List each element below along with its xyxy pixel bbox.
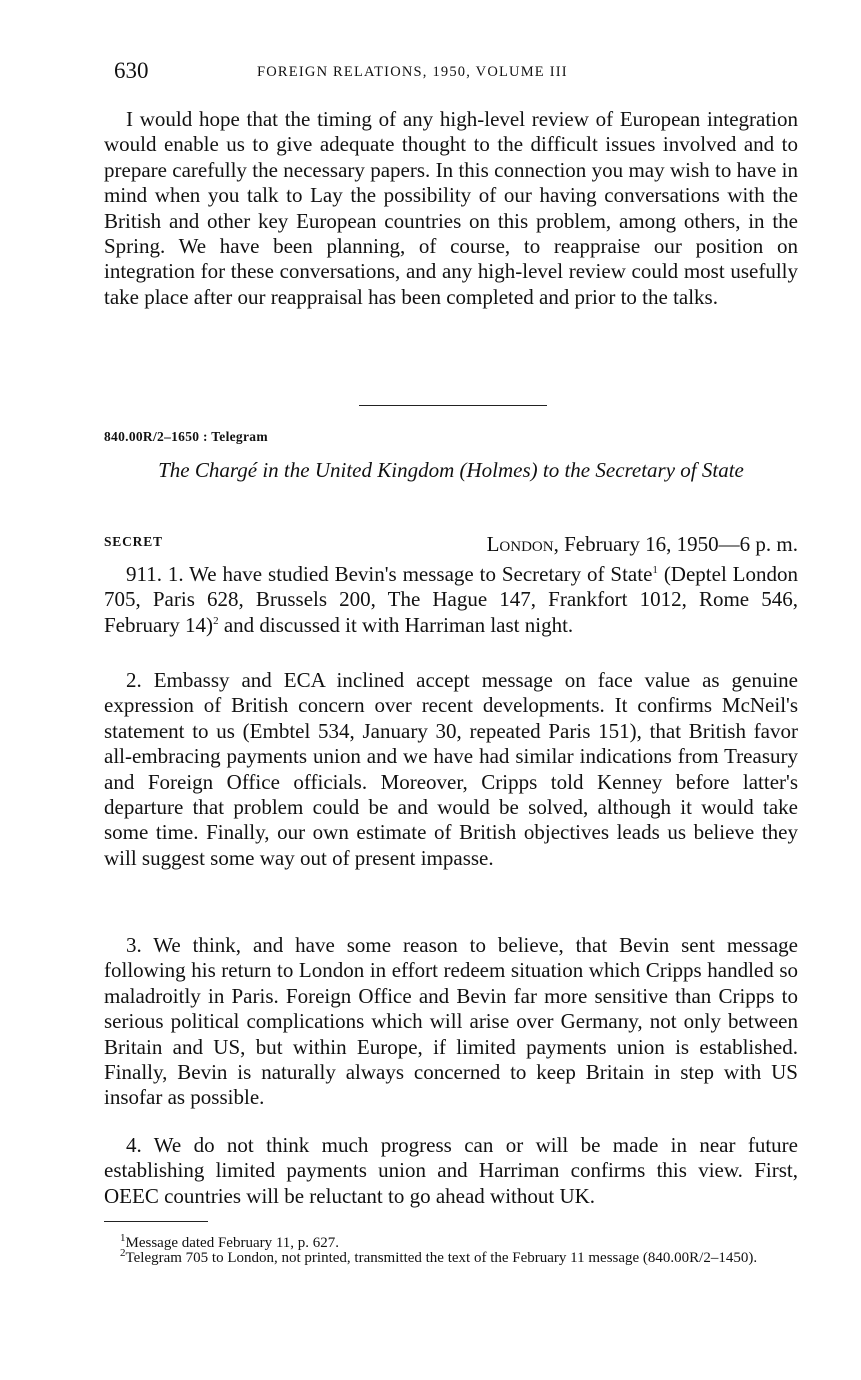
footnotes (104, 1232, 798, 1266)
file-reference: 840.00R/2–1650 : Telegram (104, 429, 268, 444)
place-date (487, 532, 798, 557)
volume-title: FOREIGN RELATIONS, 1950, VOLUME III (257, 64, 568, 80)
document-heading: The Chargé in the United Kingdom (Holmes) to the Secretary of State (158, 458, 744, 482)
paragraph-1-middle: (Deptel London 705, Paris 628, Brussels 200, The Hague 147, Frankfort 1012, Rome 546, February 14) (104, 562, 799, 637)
footnote-1-text: Message dated February 11, p. 627. (125, 1235, 340, 1251)
classification-label: SECRET (104, 534, 163, 549)
section-divider (359, 405, 547, 406)
footnote-ref-2: 2 (213, 614, 219, 627)
paragraph-1-end: and discussed it with Harriman last night. (218, 612, 574, 637)
paragraph-1 (104, 562, 798, 638)
dateline (104, 532, 798, 558)
place: London (486, 532, 554, 556)
paragraph-4: 4. We do not think much progress can or will be made in near future establishing limited payments union and Harriman confirms this view. First, OEEC countries will be reluctant to go ahead without UK. (104, 1133, 798, 1208)
intro-paragraph: I would hope that the timing of any high-level review of European integration would enable us to give adequate thought to the difficult issues involved and to prepare carefully the necessary papers. In this connection you may wish to have in mind when you talk to Lay the possibility of our having conversations with the British and other key European countries on this problem, among others, in the Spring. We have been planning, of course, to reappraise our position on integration for these conversations, and any high-level review could most usefully take place after our reappraisal has been completed and prior to the talks. (104, 107, 798, 309)
paragraph-2: 2. Embassy and ECA inclined accept message on face value as genuine expression of British concern over recent developments. It confirms McNeil's statement to us (Embtel 534, January 30, repeated Paris 151), that British favor all-embracing payments union and we have had similar indications from Treasury and Foreign Office officials. Moreover, Cripps told Kenney before latter's departure that problem could be and would be solved, although it would take some time. Finally, our own estimate of British objectives leads us believe they will suggest some way out of present impasse. (104, 668, 798, 870)
date: , February 16, 1950—6 p. m. (553, 532, 798, 556)
paragraph-3: 3. We think, and have some reason to believe, that Bevin sent message following his return to London in effort redeem situation which Cripps handled so maladroitly in Paris. Foreign Office and Bevin far more sensitive than Cripps to serious political complications which will arise over Germany, not only between Britain and US, but within Europe, if limited payments union is established. Finally, Bevin is naturally always concerned to keep Britain in step with US insofar as possible. (104, 933, 798, 1110)
footnote-ref-1: 1 (652, 564, 658, 576)
page-number: 630 (114, 58, 149, 83)
paragraph-1-start: 911. 1. We have studied Bevin's message to Secretary of State (126, 562, 653, 586)
running-header (114, 58, 798, 88)
footnote-1-mark: 1 (120, 1232, 126, 1244)
footnote-divider (104, 1221, 208, 1222)
footnote-2-text: Telegram 705 to London, not printed, transmitted the text of the February 11 message (840.00R/2–1450). (125, 1250, 758, 1266)
footnote-1 (104, 1232, 798, 1251)
footnote-2 (104, 1247, 798, 1266)
footnote-2-mark: 2 (120, 1247, 126, 1259)
